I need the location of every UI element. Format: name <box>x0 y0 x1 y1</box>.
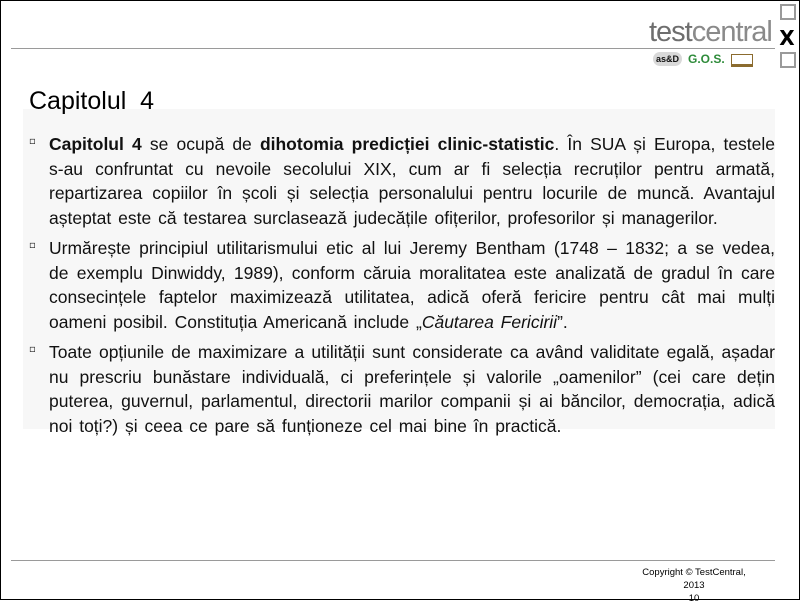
logo-text-main: test <box>649 16 692 48</box>
slide-title: Capitolul 4 <box>29 87 155 115</box>
window-square-top-icon[interactable] <box>780 4 796 20</box>
bullet-item <box>27 132 775 230</box>
bullet-text: . În SUA și Europa, testele s-au confruntat cu nevoile secolului XIX, cum ar fi selecția recruților pentru armată, repartizarea copiilor în școli și selecția personalului pentru locurile de muncă. Avantajul așteptat este că testarea surclasează judecățile ofițerilor, profesorilor și managerilor. <box>49 134 776 228</box>
book-logo-icon <box>731 51 753 67</box>
logo-text-accent: central <box>691 16 772 48</box>
bullet-list <box>27 132 775 444</box>
bullet-marker-icon: ▫ <box>29 136 36 147</box>
gos-logo: G.O.S. <box>688 52 725 66</box>
testcentral-logo <box>649 15 772 49</box>
bullet-text: ”. <box>557 311 568 332</box>
bullet-item <box>27 340 775 438</box>
close-icon[interactable]: X <box>779 26 795 50</box>
bullet-text: Toate opțiunile de maximizare a utilității sunt considerate ca având validitate egală, așadar nu prescriu bunăstare individuală, ci preferințele și valorile „oamenilor” (cei care dețin puterea, guvernul, parlamentul, directorii marilor companii și ai băncilor, democrația, adică noi toți?) și ceea ce pare să funționeze cel mai bine în practică. <box>49 342 775 436</box>
bullet-text-bold: Capitolul 4 <box>49 134 142 154</box>
bullet-text-italic: Căutarea Fericirii <box>421 311 558 332</box>
window-square-bottom-icon[interactable] <box>780 52 796 68</box>
bullet-marker-icon: ▫ <box>29 344 36 355</box>
footer-divider <box>11 560 775 561</box>
page-number: 10 <box>688 593 700 604</box>
bullet-text: Urmărește principiul utilitarismului etic al lui Jeremy Bentham (1748 – 1832; a se vedea, de exemplu Dinwiddy, 1989), conform căruia moralitatea este analizată de gradul în care consecințele faptelor maximizează utilitatea, adică oferă fericire pentru cât mai mulți oameni posibil. Constituția Americană include „ <box>49 238 775 332</box>
asd-logo: as&D <box>653 52 682 66</box>
bullet-text-bold: dihotomia predicției clinic-statistic <box>259 134 555 154</box>
bullet-item <box>27 236 775 334</box>
footer-copyright <box>631 566 757 605</box>
bullet-text: se ocupă de <box>141 134 260 154</box>
copyright-text: Copyright © TestCentral, 2013 <box>642 567 746 591</box>
partner-logos <box>653 51 753 67</box>
header-divider <box>11 48 775 49</box>
bullet-marker-icon: ▫ <box>29 240 36 251</box>
